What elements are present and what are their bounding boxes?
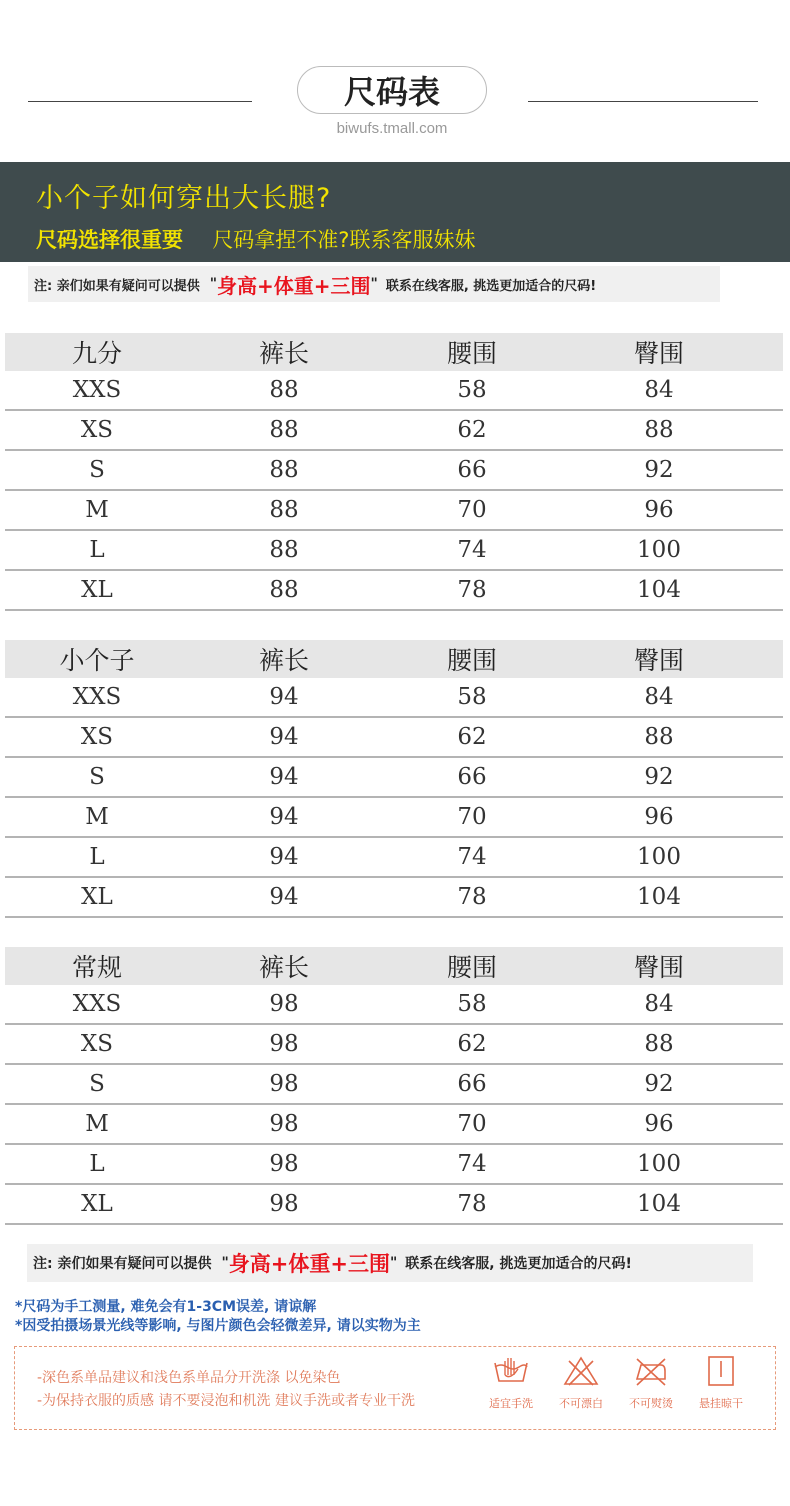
- table-row: [5, 878, 783, 918]
- size-value-cell: 58: [457, 991, 487, 1017]
- table-header-row: [5, 333, 783, 371]
- no-bleach-icon: [561, 1355, 601, 1387]
- size-value-cell: 58: [457, 684, 487, 710]
- size-value-cell: 94: [269, 844, 299, 870]
- table-header-cell: 常规: [71, 953, 122, 982]
- notice-suffix: 联系在线客服, 挑选更加适合的尺码!: [385, 278, 597, 294]
- size-label-cell: XXS: [72, 991, 122, 1017]
- notice-bottom: [27, 1244, 753, 1282]
- size-value-cell: 92: [644, 1071, 674, 1097]
- no-iron-icon: [631, 1355, 671, 1387]
- size-value-cell: 98: [269, 1191, 299, 1217]
- remark-line: *因受拍摄场景光线等影响, 与图片颜色会轻微差异, 请以实物为主: [15, 1318, 421, 1334]
- table-row: [5, 491, 783, 531]
- banner-subline-bold: 尺码选择很重要: [36, 228, 183, 252]
- size-value-cell: 94: [269, 804, 299, 830]
- size-label-cell: XS: [80, 417, 114, 443]
- table-row: [5, 571, 783, 611]
- size-value-cell: 94: [269, 884, 299, 910]
- size-value-cell: 104: [637, 577, 681, 603]
- size-label-cell: XXS: [72, 377, 122, 403]
- care-line: -为保持衣服的质感 请不要浸泡和机洗 建议手洗或者专业干洗: [37, 1393, 415, 1409]
- size-value-cell: 96: [644, 804, 674, 830]
- size-label-cell: M: [85, 497, 109, 523]
- table-row: [5, 1025, 783, 1065]
- table-header-cell: 腰围: [446, 953, 497, 982]
- care-line: -深色系单品建议和浅色系单品分开洗涤 以免染色: [37, 1370, 341, 1386]
- size-value-cell: 104: [637, 1191, 681, 1217]
- notice-prefix: 注: 亲们如果有疑问可以提供: [34, 278, 200, 294]
- size-table-regular: [5, 947, 783, 1225]
- notice-quote-close: ": [389, 1255, 398, 1271]
- care-instructions: [14, 1346, 776, 1430]
- hang-dry-icon: [701, 1355, 741, 1387]
- size-value-cell: 58: [457, 377, 487, 403]
- table-header-cell: 九分: [71, 339, 122, 368]
- size-value-cell: 62: [457, 417, 487, 443]
- table-row: [5, 371, 783, 411]
- size-value-cell: 74: [457, 1151, 487, 1177]
- banner-subline-normal: 尺码拿捏不准?联系客服妹妹: [212, 228, 476, 252]
- care-label: 适宜手洗: [489, 1397, 533, 1410]
- promo-banner: [0, 162, 790, 262]
- notice-quote-open: ": [209, 276, 218, 292]
- care-label: 不可漂白: [559, 1397, 603, 1410]
- size-value-cell: 84: [644, 684, 674, 710]
- table-header-cell: 裤长: [258, 339, 309, 368]
- table-row: [5, 985, 783, 1025]
- size-label-cell: S: [89, 457, 105, 483]
- care-label: 悬挂晾干: [699, 1397, 743, 1410]
- table-row: [5, 838, 783, 878]
- size-value-cell: 96: [644, 1111, 674, 1137]
- table-header-row: [5, 640, 783, 678]
- size-value-cell: 104: [637, 884, 681, 910]
- notice-quote-open: ": [221, 1255, 229, 1271]
- care-label: 不可熨烫: [629, 1397, 673, 1410]
- notice-prefix: 注: 亲们如果有疑问可以提供: [33, 1256, 212, 1272]
- size-value-cell: 88: [269, 537, 299, 563]
- measurement-remarks: [15, 1298, 421, 1336]
- size-value-cell: 78: [457, 1191, 487, 1217]
- size-value-cell: 92: [644, 764, 674, 790]
- size-value-cell: 70: [457, 804, 487, 830]
- table-header-cell: 臀围: [633, 339, 684, 368]
- size-value-cell: 88: [644, 724, 674, 750]
- size-table-petite: [5, 640, 783, 918]
- size-label-cell: L: [89, 537, 105, 563]
- size-value-cell: 98: [269, 1151, 299, 1177]
- header-left-divider: [28, 101, 252, 102]
- notice-top: [28, 266, 720, 302]
- size-label-cell: L: [89, 844, 105, 870]
- table-header-cell: 臀围: [633, 646, 684, 675]
- table-row: [5, 451, 783, 491]
- size-value-cell: 100: [637, 537, 681, 563]
- size-value-cell: 70: [457, 497, 487, 523]
- size-value-cell: 88: [269, 457, 299, 483]
- page-title: 尺码表: [297, 66, 487, 114]
- size-value-cell: 88: [644, 417, 674, 443]
- notice-quote-close: ": [370, 276, 378, 292]
- size-value-cell: 70: [457, 1111, 487, 1137]
- size-value-cell: 88: [269, 377, 299, 403]
- table-row: [5, 1145, 783, 1185]
- size-value-cell: 98: [269, 1111, 299, 1137]
- size-value-cell: 88: [269, 577, 299, 603]
- table-row: [5, 1185, 783, 1225]
- banner-headline: 小个子如何穿出大长腿?: [36, 183, 332, 214]
- size-value-cell: 66: [457, 764, 487, 790]
- care-item-no-bleach: [551, 1355, 611, 1411]
- size-value-cell: 78: [457, 577, 487, 603]
- size-value-cell: 78: [457, 884, 487, 910]
- table-header-cell: 腰围: [446, 646, 497, 675]
- size-value-cell: 66: [457, 1071, 487, 1097]
- table-header-cell: 臀围: [633, 953, 684, 982]
- size-value-cell: 98: [269, 991, 299, 1017]
- table-row: [5, 758, 783, 798]
- size-value-cell: 62: [457, 1031, 487, 1057]
- table-row: [5, 531, 783, 571]
- size-value-cell: 100: [637, 1151, 681, 1177]
- size-label-cell: XXS: [72, 684, 122, 710]
- table-header-cell: 裤长: [258, 953, 309, 982]
- table-row: [5, 798, 783, 838]
- table-row: [5, 411, 783, 451]
- notice-highlight: 身高+体重+三围: [228, 1252, 390, 1276]
- header-right-divider: [528, 101, 758, 102]
- size-label-cell: M: [85, 1111, 109, 1137]
- size-value-cell: 62: [457, 724, 487, 750]
- care-text: [37, 1367, 415, 1413]
- size-label-cell: S: [89, 764, 105, 790]
- notice-highlight: 身高+体重+三围: [217, 273, 371, 298]
- size-table-jiufen: [5, 333, 783, 611]
- notice-suffix: 联系在线客服, 挑选更加适合的尺码!: [405, 1256, 632, 1272]
- table-row: [5, 718, 783, 758]
- size-label-cell: XL: [81, 577, 113, 603]
- size-value-cell: 94: [269, 724, 299, 750]
- size-value-cell: 92: [644, 457, 674, 483]
- size-value-cell: 96: [644, 497, 674, 523]
- care-item-hand-wash: [481, 1355, 541, 1411]
- size-value-cell: 88: [269, 417, 299, 443]
- size-label-cell: S: [89, 1071, 105, 1097]
- size-label-cell: XL: [81, 884, 113, 910]
- size-label-cell: XL: [81, 1191, 113, 1217]
- size-value-cell: 98: [269, 1031, 299, 1057]
- store-url: biwufs.tmall.com: [336, 120, 448, 137]
- size-value-cell: 66: [457, 457, 487, 483]
- banner-subline: [36, 224, 475, 254]
- size-value-cell: 100: [637, 844, 681, 870]
- care-item-hang-dry: [691, 1355, 751, 1411]
- size-value-cell: 84: [644, 377, 674, 403]
- size-value-cell: 74: [457, 537, 487, 563]
- size-value-cell: 88: [269, 497, 299, 523]
- table-header-row: [5, 947, 783, 985]
- table-row: [5, 1105, 783, 1145]
- table-row: [5, 1065, 783, 1105]
- table-header-cell: 小个子: [59, 646, 135, 675]
- size-value-cell: 94: [269, 764, 299, 790]
- size-value-cell: 74: [457, 844, 487, 870]
- table-row: [5, 678, 783, 718]
- table-header-cell: 腰围: [446, 339, 497, 368]
- size-label-cell: L: [89, 1151, 105, 1177]
- size-value-cell: 94: [269, 684, 299, 710]
- size-value-cell: 98: [269, 1071, 299, 1097]
- size-value-cell: 84: [644, 991, 674, 1017]
- care-item-no-iron: [621, 1355, 681, 1411]
- table-header-cell: 裤长: [258, 646, 309, 675]
- size-label-cell: XS: [80, 1031, 114, 1057]
- size-value-cell: 88: [644, 1031, 674, 1057]
- remark-line: *尺码为手工测量, 难免会有1-3CM误差, 请谅解: [15, 1299, 317, 1315]
- hand-wash-icon: [491, 1355, 531, 1387]
- size-label-cell: M: [85, 804, 109, 830]
- size-label-cell: XS: [80, 724, 114, 750]
